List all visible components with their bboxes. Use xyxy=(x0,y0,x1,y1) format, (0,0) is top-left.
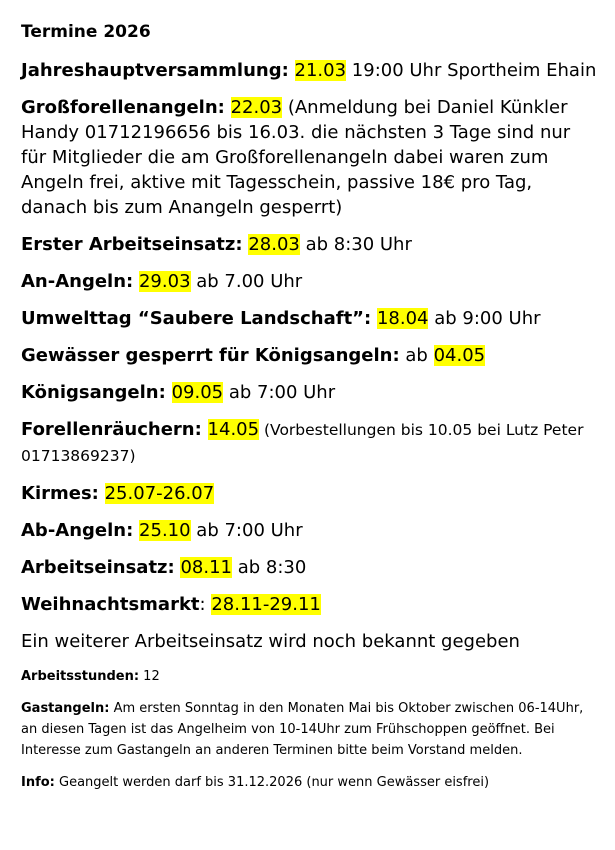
entry-label: Ab-Angeln: xyxy=(21,520,134,541)
entry-date: 09.05 xyxy=(171,382,224,403)
entry-date: 29.03 xyxy=(138,271,191,292)
entry-text: ab 8:30 xyxy=(232,557,307,578)
entry-text: ab 9:00 Uhr xyxy=(428,308,541,329)
entry-label: Jahreshauptversammlung: xyxy=(21,60,289,81)
info-label: Arbeitsstunden: xyxy=(21,669,140,684)
entry-kirmes xyxy=(21,481,601,506)
entry-gewaesser-gesperrt xyxy=(21,343,601,368)
entry-umwelttag xyxy=(21,306,601,331)
entry-label: Weihnachtsmarkt xyxy=(21,594,200,615)
note-text: Ein weiterer Arbeitseinsatz wird noch bekannt gegeben xyxy=(21,631,520,652)
entry-date: 25.10 xyxy=(139,520,191,541)
info-text: 12 xyxy=(139,669,160,684)
entry-jahreshauptversammlung xyxy=(21,58,601,83)
entry-label: Großforellenangeln: xyxy=(21,97,225,118)
entry-ab-angeln xyxy=(21,518,601,543)
entry-date: 22.03 xyxy=(230,97,283,118)
entry-text: ab 7:00 Uhr xyxy=(223,382,336,403)
entry-weihnachtsmarkt xyxy=(21,592,601,617)
info-arbeitsstunden xyxy=(21,666,601,687)
entry-an-angeln xyxy=(21,269,601,294)
entry-label: Königsangeln: xyxy=(21,382,166,403)
entry-label: An-Angeln: xyxy=(21,271,134,292)
info-label: Gastangeln: xyxy=(21,701,110,716)
entry-text: (Vorbestellungen bis 10.05 bei Lutz Peter 01713869237) xyxy=(21,421,584,465)
entry-label: Umwelttag “Saubere Landschaft”: xyxy=(21,308,372,329)
entry-forellenraeuchern xyxy=(21,417,601,469)
entry-grossforellenangeln xyxy=(21,95,601,220)
info-text: Am ersten Sonntag in den Monaten Mai bis Oktober zwischen 06-14Uhr, an diesen Tagen ist das Angelheim von 10-14Uhr zum Frühschoppen geöffnet. Bei Interesse zum Gastangeln an anderen Terminen bitte beim Vorstand melden. xyxy=(21,701,584,758)
entry-text: (Anmeldung bei Daniel Künkler Handy 01712196656 bis 16.03. die nächsten 3 Tage sind nur für Mitglieder die am Großforellenangeln dabei waren zum Angeln frei, aktive mit Tagesschein, passive 18€ pro Tag, danach bis zum Anangeln gesperrt) xyxy=(21,97,571,218)
entry-date: 25.07-26.07 xyxy=(104,483,215,504)
entry-prefix: ab xyxy=(399,345,434,366)
entry-arbeitseinsatz xyxy=(21,555,601,580)
entry-date: 21.03 xyxy=(294,60,347,81)
entry-text: ab 8:30 Uhr xyxy=(299,234,412,255)
entry-label: Gewässer gesperrt für Königsangeln: xyxy=(21,345,400,366)
entry-text: ab 7:00 Uhr xyxy=(190,520,303,541)
info-gastangeln xyxy=(21,698,601,761)
entry-label: Erster Arbeitseinsatz: xyxy=(21,234,243,255)
entry-date: 28.11-29.11 xyxy=(211,594,321,615)
info-text: Geangelt werden darf bis 31.12.2026 (nur wenn Gewässer eisfrei) xyxy=(54,775,490,790)
entry-separator: : xyxy=(199,594,212,615)
entry-label: Kirmes: xyxy=(21,483,99,504)
page-title: Termine 2026 xyxy=(21,22,151,42)
entry-date: 14.05 xyxy=(207,419,260,440)
entry-date: 18.04 xyxy=(376,308,429,329)
entry-erster-arbeitseinsatz xyxy=(21,232,601,257)
entry-date: 08.11 xyxy=(180,557,232,578)
info-footer xyxy=(21,772,601,793)
entry-date: 04.05 xyxy=(433,345,486,366)
entry-text: 19:00 Uhr Sportheim Ehain xyxy=(346,60,597,81)
entry-date: 28.03 xyxy=(248,234,300,255)
document-page xyxy=(21,22,601,804)
info-label: Info: xyxy=(21,775,55,790)
entry-label: Arbeitseinsatz: xyxy=(21,557,175,578)
entry-label: Forellenräuchern: xyxy=(21,419,202,440)
entry-text: ab 7.00 Uhr xyxy=(190,271,303,292)
entry-koenigsangeln xyxy=(21,380,601,405)
